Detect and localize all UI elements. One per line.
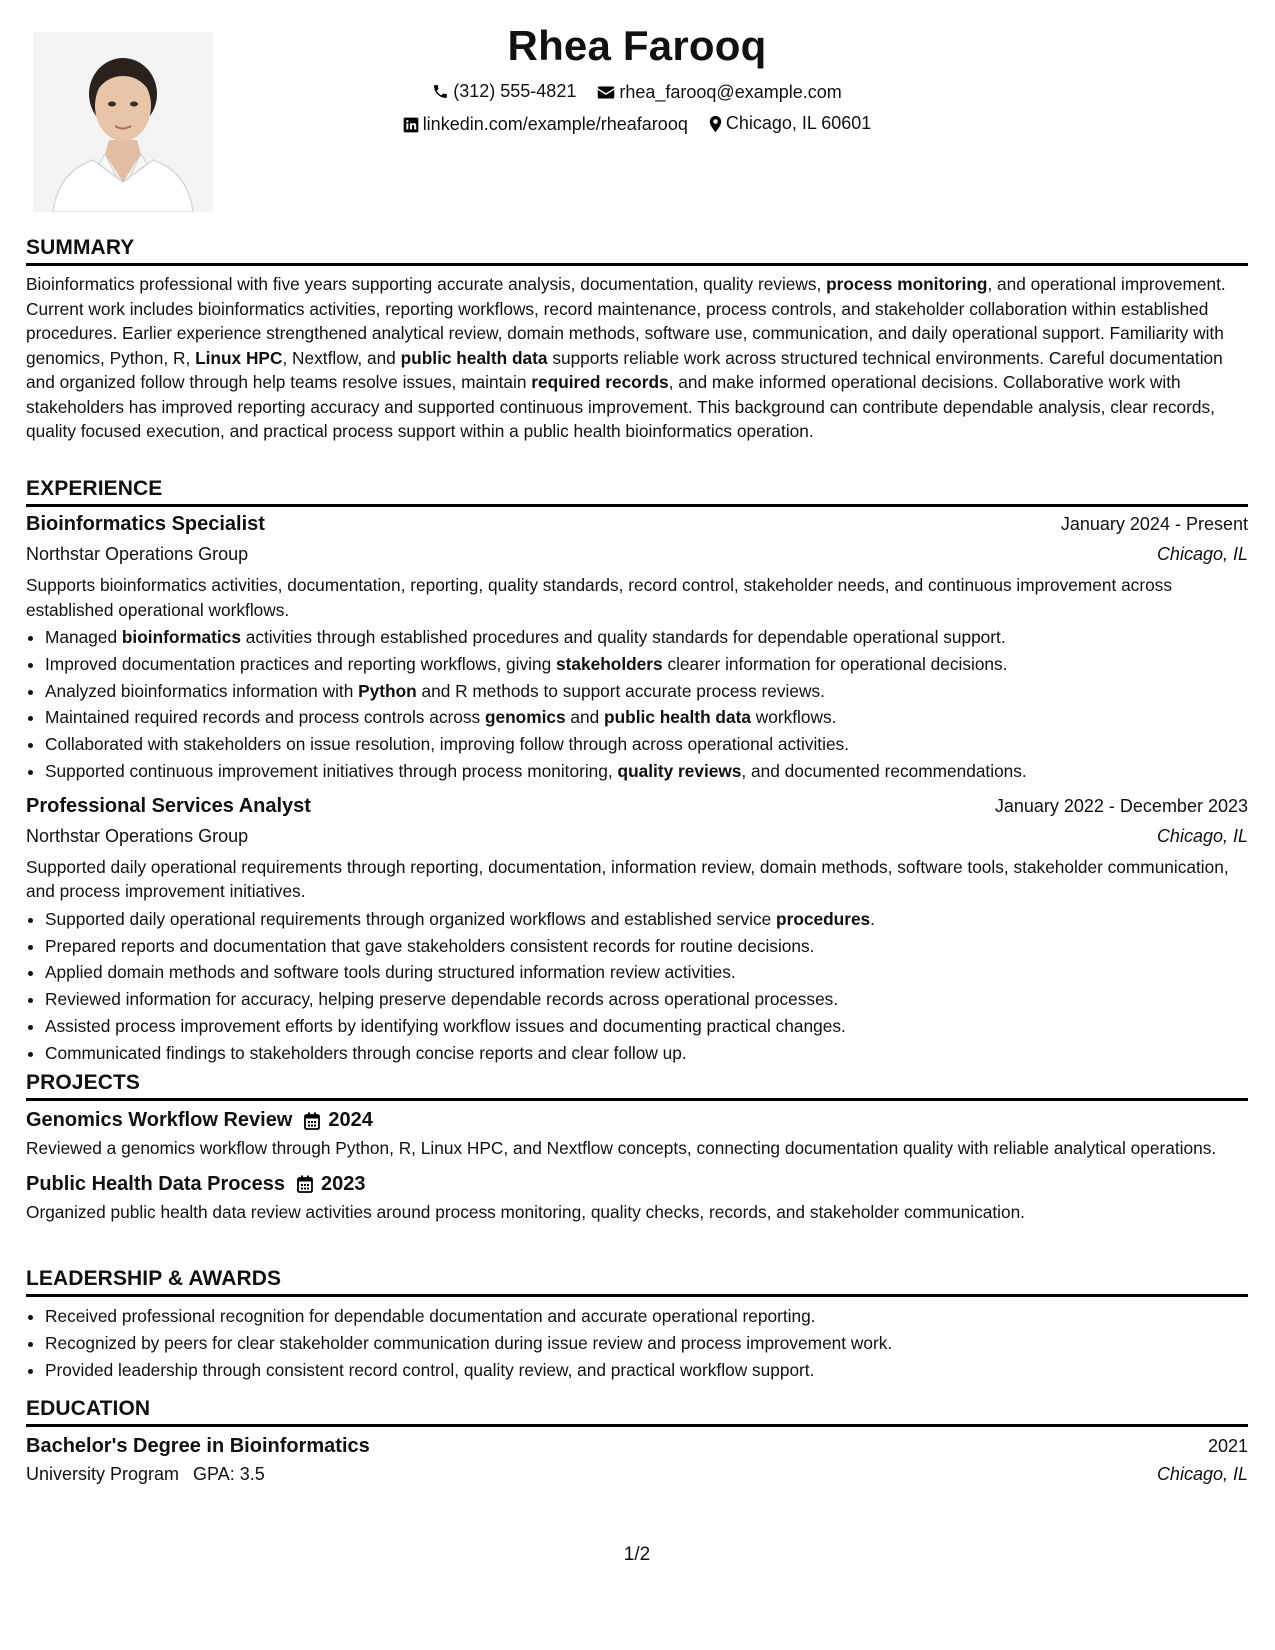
leadership-item: • Recognized by peers for clear stakeholder communication during issue review and process improvement work. <box>45 1330 1248 1357</box>
project-entry <box>26 1173 1248 1225</box>
resume-page <box>26 0 1248 1650</box>
linkedin-text: linkedin.com/example/rheafarooq <box>422 114 688 134</box>
project-description: Organized public health data review activities around process monitoring, quality checks, records, and stakeholder communication. <box>26 1201 1025 1222</box>
bullet-item: • Communicated findings to stakeholders through concise reports and clear follow up. <box>45 1040 1248 1067</box>
job-location: Chicago, IL <box>1156 544 1248 564</box>
project-year: 2023 <box>320 1172 366 1195</box>
leadership-section <box>26 1267 1248 1383</box>
summary-heading: SUMMARY <box>26 236 1248 266</box>
bullet-item: • Supported daily operational requirements through organized workflows and established service procedures. <box>45 906 1248 933</box>
location-text: Chicago, IL 60601 <box>725 113 872 133</box>
candidate-name: Rhea Farooq <box>507 22 767 69</box>
calendar-icon <box>297 1175 313 1193</box>
job-description: Supported daily operational requirements through reporting, documentation, information review, domain methods, software tools, stakeholder communication, and process improvement initiatives. <box>26 856 1229 902</box>
job-entry <box>26 795 1248 1067</box>
bullet-item: • Maintained required records and process controls across genomics and public health data workflows. <box>45 704 1248 731</box>
education-location: Chicago, IL <box>1156 1464 1248 1484</box>
bullet-item: • Assisted process improvement efforts by identifying workflow issues and documenting practical changes. <box>45 1013 1248 1040</box>
experience-section <box>26 477 1248 1067</box>
calendar-icon <box>304 1112 320 1130</box>
project-name: Public Health Data Process <box>26 1172 285 1195</box>
phone-icon <box>432 83 449 100</box>
education-section <box>26 1397 1248 1485</box>
bullet-item: • Reviewed information for accuracy, helping preserve dependable records across operational processes. <box>45 986 1248 1013</box>
bullet-item: • Supported continuous improvement initiatives through process monitoring, quality reviews, and documented recommendations. <box>45 758 1248 785</box>
bullet-item: • Managed bioinformatics activities through established procedures and quality standards for dependable operational support. <box>45 624 1248 651</box>
leadership-item: • Provided leadership through consistent record control, quality review, and practical workflow support. <box>45 1357 1248 1384</box>
bullet-item: • Analyzed bioinformatics information with Python and R methods to support accurate process reviews. <box>45 678 1248 705</box>
job-entry <box>26 513 1248 785</box>
bullet-item: • Collaborated with stakeholders on issue resolution, improving follow through across operational activities. <box>45 731 1248 758</box>
page-number: 1/2 <box>623 1544 651 1565</box>
location-contact <box>709 113 871 134</box>
job-dates: January 2022 - December 2023 <box>994 795 1248 816</box>
degree-title: Bachelor's Degree in Bioinformatics <box>26 1435 370 1457</box>
project-name: Genomics Workflow Review <box>26 1109 293 1131</box>
projects-section <box>26 1071 1248 1224</box>
job-location: Chicago, IL <box>1156 825 1248 846</box>
projects-heading: PROJECTS <box>26 1071 1248 1101</box>
leadership-heading: LEADERSHIP & AWARDS <box>26 1267 1248 1297</box>
linkedin-icon <box>403 117 419 133</box>
project-description: Reviewed a genomics workflow through Python, R, Linux HPC, and Nextflow concepts, connecting documentation quality with reliable analytical operations. <box>26 1138 1217 1158</box>
linkedin-contact[interactable] <box>403 114 688 135</box>
project-entry <box>26 1109 1248 1161</box>
contact-row-2 <box>26 113 1248 138</box>
bullet-item: • Applied domain methods and software tools during structured information review activities. <box>45 959 1248 986</box>
job-bullets <box>26 906 1248 1067</box>
job-dates: January 2024 - Present <box>1060 514 1248 534</box>
job-company: Northstar Operations Group <box>26 825 249 846</box>
email-text: rhea_farooq@example.com <box>619 82 842 102</box>
job-company: Northstar Operations Group <box>26 544 249 564</box>
graduation-year: 2021 <box>1207 1436 1248 1456</box>
bullet-item: • Prepared reports and documentation that gave stakeholders consistent records for routine decisions. <box>45 933 1248 960</box>
education-heading: EDUCATION <box>26 1397 1248 1427</box>
gpa-text: GPA: 3.5 <box>193 1464 265 1484</box>
experience-heading: EXPERIENCE <box>26 477 1248 507</box>
contact-row-1 <box>26 81 1248 105</box>
phone-contact[interactable] <box>432 81 576 102</box>
envelope-icon <box>597 85 615 100</box>
job-title: Bioinformatics Specialist <box>26 513 265 535</box>
leadership-item: • Received professional recognition for dependable documentation and accurate operational reporting. <box>45 1303 1248 1330</box>
summary-section <box>26 236 1248 444</box>
map-pin-icon <box>709 115 722 133</box>
leadership-bullets <box>26 1303 1248 1383</box>
job-title: Professional Services Analyst <box>26 794 311 817</box>
job-description: Supports bioinformatics activities, documentation, reporting, quality standards, record control, stakeholder needs, and continuous improvement across established operational workflows. <box>26 575 1172 620</box>
school-name: University Program <box>26 1464 180 1484</box>
job-bullets <box>26 624 1248 785</box>
phone-text: (312) 555-4821 <box>453 81 577 101</box>
project-year: 2024 <box>328 1109 373 1131</box>
bullet-item: • Improved documentation practices and reporting workflows, giving stakeholders clearer information for operational decisions. <box>45 651 1248 678</box>
summary-text: Bioinformatics professional with five years supporting accurate analysis, documentation, quality reviews, process monitoring, and operational improvement. Current work includes bioinformatics activities, reporting workflows, record maintenance, process controls, and stakeholder collaboration within established procedures. Earlier experience strengthened analytical review, domain methods, software use, communication, and daily operational support. Familiarity with genomics, Python, R, Linux HPC, Nextflow, and public health data supports reliable work across structured technical environments. Careful documentation and organized follow through help teams resolve issues, maintain required records, and make informed operational decisions. Collaborative work with stakeholders has improved reporting accuracy and supported continuous improvement. This background can contribute dependable analysis, clear records, quality focused execution, and practical process support within a public health bioinformatics operation. <box>26 274 1226 441</box>
email-contact[interactable] <box>597 82 841 103</box>
